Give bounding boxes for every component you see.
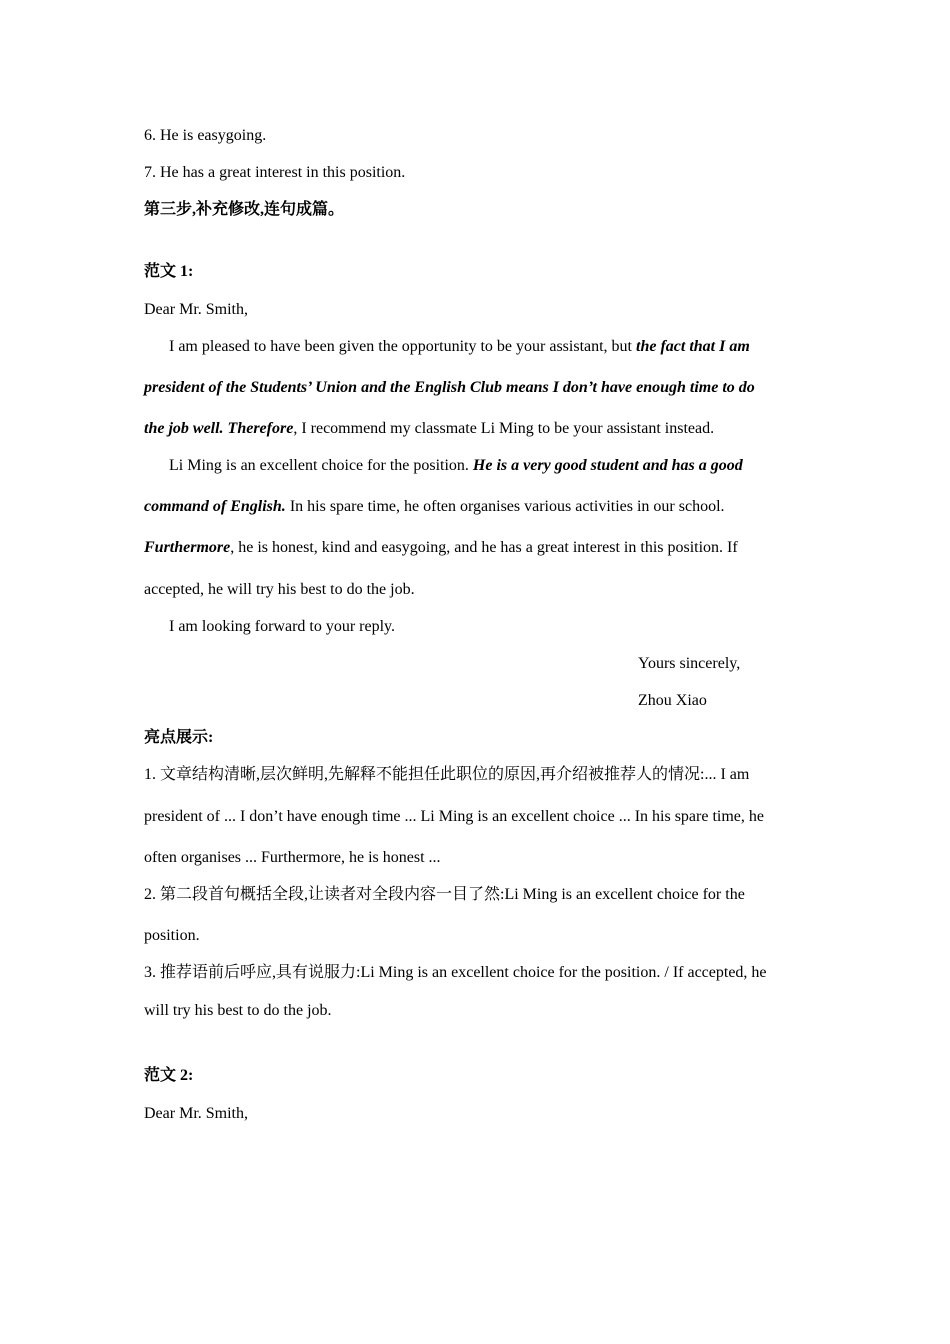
sample1-p1-line3: the job well. Therefore, I recommend my classmate Li Ming to be your assistant instead. (144, 420, 715, 437)
highlight-item-1: president of ... I don’t have enough time ... Li Ming is an excellent choice ... In his spare time, he (144, 808, 764, 825)
sample1-p1-line1: I am pleased to have been given the opportunity to be your assistant, but the fact that I am (169, 338, 750, 355)
sample2-heading: 范文 2: (144, 1067, 194, 1084)
closing: Yours sincerely, (638, 655, 741, 672)
sample1-greeting: Dear Mr. Smith, (144, 301, 248, 318)
sample1-p2-line4: accepted, he will try his best to do the job. (144, 581, 415, 598)
sample1-heading: 范文 1: (144, 263, 194, 280)
sample1-p2-line1: Li Ming is an excellent choice for the position. He is a very good student and has a good (169, 457, 743, 474)
signature: Zhou Xiao (638, 692, 707, 709)
highlight-item-1: often organises ... Furthermore, he is honest ... (144, 849, 441, 866)
sample2-greeting: Dear Mr. Smith, (144, 1105, 248, 1122)
step3-heading: 第三步,补充修改,连句成篇。 (144, 201, 345, 218)
sample1-p3: I am looking forward to your reply. (169, 618, 396, 635)
highlights-heading: 亮点展示: (144, 729, 214, 746)
highlight-item-2: 2. 第二段首句概括全段,让读者对全段内容一目了然:Li Ming is an excellent choice for the (144, 886, 745, 903)
highlight-item-3: 3. 推荐语前后呼应,具有说服力:Li Ming is an excellent choice for the position. / If accepted, he (144, 964, 767, 981)
highlight-item-2: position. (144, 927, 200, 944)
highlight-item-1: 1. 文章结构清晰,层次鲜明,先解释不能担任此职位的原因,再介绍被推荐人的情况:... I am (144, 766, 750, 783)
list-item: 7. He has a great interest in this position. (144, 164, 406, 181)
sample1-p2-line3: Furthermore, he is honest, kind and easygoing, and he has a great interest in this position. If (144, 539, 738, 556)
sample1-p1-line2: president of the Students’ Union and the English Club means I don’t have enough time to do (144, 379, 755, 396)
highlight-item-3: will try his best to do the job. (144, 1002, 332, 1019)
list-item: 6. He is easygoing. (144, 127, 267, 144)
sample1-p2-line2: command of English. In his spare time, he often organises various activities in our school. (144, 498, 725, 515)
